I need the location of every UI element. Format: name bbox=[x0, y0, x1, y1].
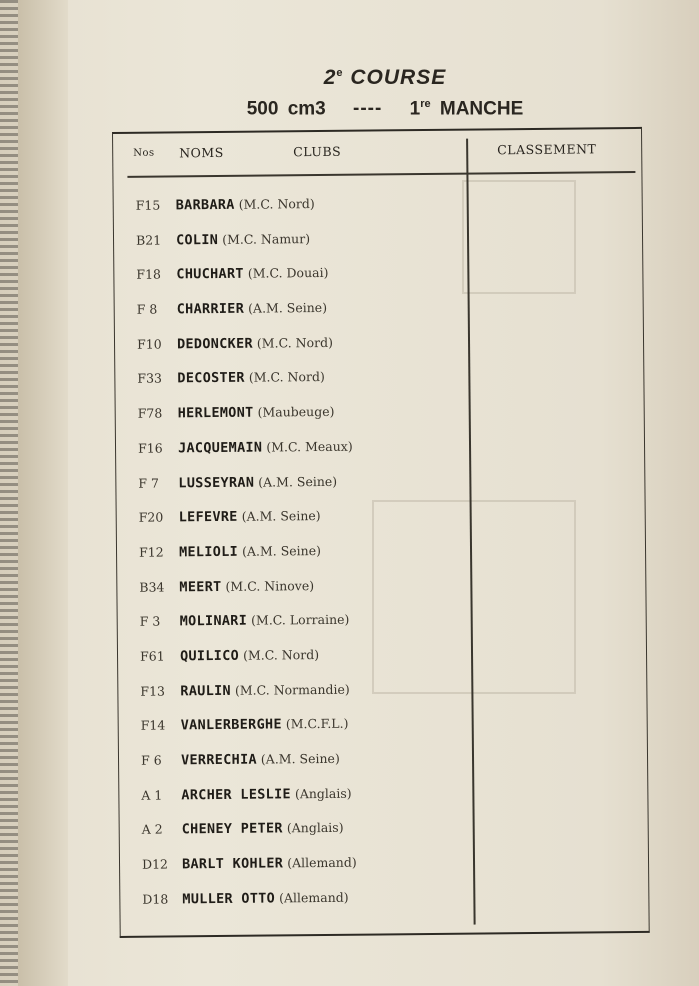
rider-club: (A.M. Seine) bbox=[258, 473, 338, 490]
rider-name: MULLER OTTO bbox=[182, 890, 276, 908]
rider-number: D18 bbox=[142, 891, 169, 907]
rider-number: F 8 bbox=[136, 301, 158, 317]
rider-club: (A.M. Seine) bbox=[241, 508, 321, 524]
entry-list bbox=[114, 193, 471, 925]
table-row bbox=[114, 193, 464, 231]
rider-name: BARBARA bbox=[175, 196, 235, 214]
table-row bbox=[116, 401, 466, 439]
table-row bbox=[115, 366, 465, 404]
rider-name: ARCHER LESLIE bbox=[181, 786, 292, 804]
rider-number: F14 bbox=[140, 717, 166, 734]
rider-number: F18 bbox=[136, 266, 162, 283]
rider-number: F12 bbox=[138, 544, 164, 560]
rider-name: COLIN bbox=[175, 231, 219, 249]
rider-name: QUILICO bbox=[179, 647, 240, 665]
rider-name: CHUCHART bbox=[176, 266, 244, 283]
table-row bbox=[120, 817, 470, 855]
rider-name: LEFEVRE bbox=[178, 508, 238, 526]
table-row bbox=[119, 713, 469, 751]
rider-number: B34 bbox=[139, 579, 165, 595]
rider-club: (M.C. Nord) bbox=[256, 334, 334, 351]
header-clubs: CLUBS bbox=[293, 143, 342, 160]
rider-club: (Allemand) bbox=[279, 889, 349, 906]
rider-number: F 3 bbox=[139, 613, 161, 630]
rider-club: (M.C. Lorraine) bbox=[251, 611, 350, 628]
rider-number: F13 bbox=[140, 683, 166, 699]
rider-name: VERRECHIA bbox=[180, 751, 257, 769]
rider-number: A 2 bbox=[141, 821, 163, 838]
rider-name: MELIOLI bbox=[178, 543, 239, 561]
rider-name: CHARRIER bbox=[176, 300, 245, 318]
rider-club: (Anglais) bbox=[294, 785, 352, 801]
header-classement: CLASSEMENT bbox=[497, 141, 597, 158]
rider-number: B21 bbox=[135, 232, 162, 248]
rider-club: (Anglais) bbox=[286, 820, 344, 836]
table-row bbox=[114, 262, 464, 300]
rider-number: F61 bbox=[139, 648, 165, 664]
rider-name: DECOSTER bbox=[177, 370, 245, 387]
table-row bbox=[117, 539, 467, 577]
rider-name: HERLEMONT bbox=[177, 404, 254, 422]
rider-club: (M.C.F.L.) bbox=[285, 716, 349, 732]
table-row bbox=[118, 644, 468, 682]
rider-name: VANLERBERGHE bbox=[180, 716, 282, 734]
rider-name: DEDONCKER bbox=[176, 335, 253, 353]
rider-club: (A.M. Seine) bbox=[241, 542, 322, 559]
rider-club: (M.C. Douai) bbox=[247, 265, 329, 282]
table-row bbox=[115, 297, 465, 335]
rider-name: MEERT bbox=[179, 578, 222, 595]
binding-spine bbox=[0, 0, 18, 986]
table-row bbox=[120, 886, 470, 924]
rider-club: (M.C. Normandie) bbox=[234, 681, 350, 698]
rider-number: F15 bbox=[135, 197, 161, 213]
rider-club: (A.M. Seine) bbox=[260, 750, 340, 767]
rider-number: F 7 bbox=[138, 475, 160, 491]
rider-name: RAULIN bbox=[180, 682, 232, 699]
rider-club: (M.C. Nord) bbox=[238, 196, 315, 212]
race-subtitle: 500 cm3 ---- 1re MANCHE bbox=[246, 98, 524, 120]
table-row bbox=[119, 748, 469, 786]
rider-club: (A.M. Seine) bbox=[248, 300, 328, 316]
header-number: Nos bbox=[133, 147, 155, 159]
entry-table bbox=[112, 127, 650, 938]
table-row bbox=[117, 505, 467, 543]
table-row bbox=[118, 609, 468, 647]
rider-club: (M.C. Nord) bbox=[248, 369, 325, 386]
rider-name: LUSSEYRAN bbox=[178, 474, 255, 491]
rider-club: (M.C. Nord) bbox=[242, 646, 320, 663]
table-row bbox=[115, 331, 465, 369]
rider-number: D12 bbox=[141, 856, 169, 872]
rider-club: (Allemand) bbox=[287, 854, 357, 871]
page-fold-shadow bbox=[18, 0, 68, 986]
rider-club: (M.C. Meaux) bbox=[266, 438, 353, 455]
rider-number: F16 bbox=[137, 440, 163, 456]
rider-name: JACQUEMAIN bbox=[177, 439, 263, 457]
rider-name: CHENEY PETER bbox=[181, 820, 283, 838]
rider-club: (M.C. Ninove) bbox=[225, 577, 315, 594]
rider-number: F78 bbox=[137, 405, 163, 421]
rider-club: (Maubeuge) bbox=[257, 404, 335, 420]
table-row bbox=[120, 852, 470, 890]
rider-number: A 1 bbox=[141, 787, 163, 803]
header-divider bbox=[127, 171, 635, 177]
table-row bbox=[116, 435, 466, 473]
rider-club: (M.C. Namur) bbox=[222, 230, 311, 247]
rider-number: F 6 bbox=[140, 752, 162, 768]
rider-name: MOLINARI bbox=[179, 612, 248, 630]
table-row bbox=[117, 574, 467, 612]
table-row bbox=[114, 227, 464, 265]
rider-name: BARLT KOHLER bbox=[181, 855, 284, 873]
rider-number: F20 bbox=[138, 509, 164, 525]
table-row bbox=[118, 678, 468, 716]
rider-number: F10 bbox=[136, 336, 162, 352]
table-row bbox=[116, 470, 466, 508]
header-names: NOMS bbox=[179, 144, 224, 161]
rider-number: F33 bbox=[137, 370, 163, 387]
table-row bbox=[119, 782, 469, 820]
race-title: 2e COURSE bbox=[323, 66, 447, 89]
